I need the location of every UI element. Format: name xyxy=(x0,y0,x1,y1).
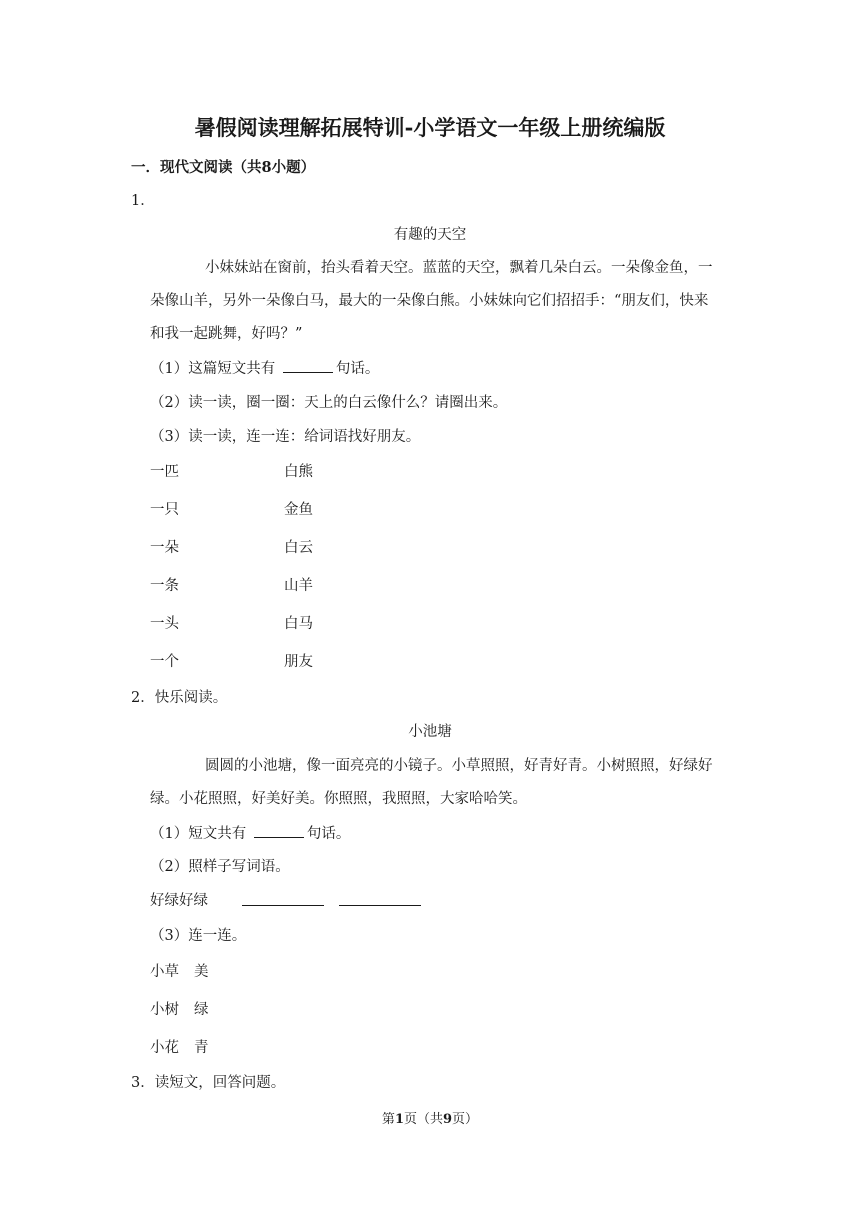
q1-sub1-text-after: 句话。 xyxy=(335,361,380,377)
page-title: 暑假阅读理解拓展特训-小学语文一年级上册统编版 xyxy=(194,115,666,140)
section-heading-count: 8 xyxy=(261,159,272,176)
q2-sub1-text: （1）短文共有 xyxy=(150,826,251,842)
q2-answer-blank-1[interactable] xyxy=(242,891,324,912)
q2-sub-question-1 xyxy=(150,823,350,844)
footer-suffix: 页） xyxy=(452,1112,479,1127)
q1-sub-question-2: （2）读一读，圈一圈：天上的白云像什么？请圈出来。 xyxy=(150,395,508,411)
q1-right-word: 白熊 xyxy=(284,464,313,480)
footer-prefix: 第 xyxy=(381,1112,395,1127)
question-3-prompt: 读短文，回答问题。 xyxy=(154,1075,286,1091)
q2-sub1-text-after: 句话。 xyxy=(306,826,351,842)
question-2-number: 2． xyxy=(131,690,155,706)
q2-passage-title: 小池塘 xyxy=(408,724,452,740)
q2-match-left: 小花 xyxy=(150,1040,179,1056)
q1-sub1-text: （1）这篇短文共有 xyxy=(150,361,280,377)
q2-match-right: 美 xyxy=(194,964,209,980)
page-footer xyxy=(0,1110,860,1130)
question-3-number: 3． xyxy=(131,1075,155,1091)
q1-left-word: 一只 xyxy=(150,502,179,518)
q1-left-word: 一个 xyxy=(150,654,179,670)
q2-passage-line-2: 绿。小花照照，好美好美。你照照，我照照，大家哈哈笑。 xyxy=(150,791,527,807)
q2-example-word: 好绿好绿 xyxy=(150,893,208,909)
q1-passage-line-3: 和我一起跳舞，好吗？” xyxy=(150,326,303,342)
q1-left-word: 一条 xyxy=(150,578,179,594)
question-3 xyxy=(131,1073,285,1093)
q1-right-word: 山羊 xyxy=(284,578,313,594)
q1-left-word: 一头 xyxy=(150,616,179,632)
q1-right-word: 白云 xyxy=(284,540,313,556)
q2-sub1-answer-blank[interactable] xyxy=(254,823,304,838)
section-heading-prefix: 一．现代文阅读（共 xyxy=(131,159,262,176)
q1-sub-question-3: （3）读一读，连一连：给词语找好朋友。 xyxy=(150,429,421,445)
q1-left-word: 一朵 xyxy=(150,540,179,556)
q2-match-right: 绿 xyxy=(194,1002,209,1018)
q2-match-right: 青 xyxy=(194,1040,209,1056)
q1-sub-question-1 xyxy=(150,358,379,379)
q1-sub1-answer-blank[interactable] xyxy=(283,358,333,373)
q1-passage-line-2: 朵像山羊，另外一朵像白马，最大的一朵像白熊。小妹妹向它们招招手：“朋友们，快来 xyxy=(150,293,709,309)
q1-right-word: 白马 xyxy=(284,616,313,632)
q1-passage-line-1: 小妹妹站在窗前，抬头看着天空。蓝蓝的天空，飘着几朵白云。一朵像金鱼，一 xyxy=(205,260,713,276)
q2-sub-question-3: （3）连一连。 xyxy=(150,928,247,944)
footer-total-pages: 9 xyxy=(443,1112,453,1127)
q1-left-word: 一匹 xyxy=(150,464,179,480)
q2-sub-question-2: （2）照样子写词语。 xyxy=(150,859,290,875)
q2-match-left: 小树 xyxy=(150,1002,179,1018)
q1-right-word: 朋友 xyxy=(284,654,313,670)
section-heading xyxy=(131,158,315,178)
q2-passage-line-1: 圆圆的小池塘，像一面亮亮的小镜子。小草照照，好青好青。小树照照，好绿好 xyxy=(205,758,713,774)
q1-passage-title: 有趣的天空 xyxy=(393,227,467,243)
q2-match-left: 小草 xyxy=(150,964,179,980)
question-1-number: 1． xyxy=(131,193,155,209)
q2-answer-blank-2[interactable] xyxy=(339,891,421,912)
footer-middle: 页（共 xyxy=(403,1112,443,1127)
footer-page-number: 1 xyxy=(394,1112,404,1127)
question-2-prompt: 快乐阅读。 xyxy=(154,690,228,706)
section-heading-suffix: 小题） xyxy=(271,159,316,176)
q1-right-word: 金鱼 xyxy=(284,502,313,518)
question-2 xyxy=(131,688,227,708)
